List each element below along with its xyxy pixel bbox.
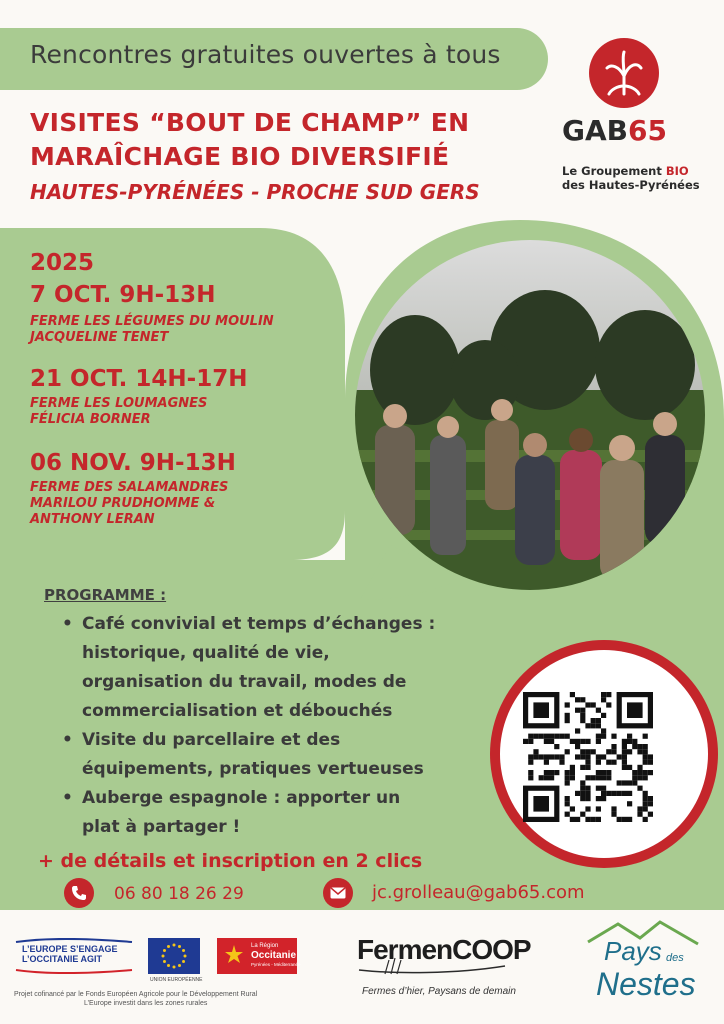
gab65-logo-tagline: Le Groupement BIO des Hautes-Pyrénées xyxy=(562,164,700,192)
occitanie-region-logo: La Région Occitanie Pyrénées - Méditerranée xyxy=(217,938,297,974)
phone-icon xyxy=(64,878,94,908)
banner-text: Rencontres gratuites ouvertes à tous xyxy=(30,40,501,69)
cofinance-text: Projet cofinancé par le Fonds Européen Agricole pour le Développement Rural L’Europe investit dans les zones rurales xyxy=(14,991,258,1007)
title-line-2: MARAÎCHAGE BIO DIVERSIFIÉ xyxy=(30,142,450,171)
title-line-1: VISITES “BOUT DE CHAMP” EN xyxy=(30,108,470,137)
gab65-logo-name: GAB65 xyxy=(562,114,667,147)
list-item: • Visite du parcellaire et des équipements, pratiques vertueuses xyxy=(60,726,480,784)
event-year: 2025 xyxy=(30,250,95,276)
list-item: • Auberge espagnole : apporter un plat à partager ! xyxy=(60,784,480,842)
event-date: 7 OCT. 9H-13H xyxy=(30,282,216,308)
subtitle: HAUTES-PYRÉNÉES - PROCHE SUD GERS xyxy=(30,180,480,204)
event-date: 21 OCT. 14H-17H xyxy=(30,366,248,392)
europe-occitanie-text: L’EUROPE S’ENGAGE L’OCCITANIE AGIT xyxy=(22,944,118,964)
fermencoop-tagline: Fermes d’hier, Paysans de demain xyxy=(362,986,516,997)
event-farm: FERME LES LÉGUMES DU MOULIN JACQUELINE TENET xyxy=(30,314,274,345)
eu-flag-icon xyxy=(148,938,200,974)
email-address[interactable]: jc.grolleau@gab65.com xyxy=(372,882,585,903)
eu-flag-caption: UNION EUROPÉENNE xyxy=(150,977,203,983)
qr-code[interactable] xyxy=(523,692,653,822)
phone-number[interactable]: 06 80 18 26 29 xyxy=(114,884,244,904)
list-item: • Café convivial et temps d’échanges : historique, qualité de vie, organisation du travail, modes de commercialisation et débouchés xyxy=(60,610,480,726)
fermencoop-logo xyxy=(355,930,531,980)
farm-visit-photo xyxy=(355,240,705,590)
pays-des-nestes-logo: Pays des Nestes xyxy=(578,918,708,1008)
event-date: 06 NOV. 9H-13H xyxy=(30,450,236,476)
programme-list xyxy=(60,610,480,842)
programme-title: PROGRAMME : xyxy=(44,586,167,604)
fermencoop-name: FermenCOOP xyxy=(357,934,531,965)
event-farm: FERME LES LOUMAGNES FÉLICIA BORNER xyxy=(30,396,208,427)
gab65-logo-icon xyxy=(589,38,659,108)
cta-text: + de détails et inscription en 2 clics xyxy=(38,850,423,872)
mail-icon xyxy=(323,878,353,908)
event-farm: FERME DES SALAMANDRES MARILOU PRUDHOMME & ANTHONY LERAN xyxy=(30,480,229,527)
